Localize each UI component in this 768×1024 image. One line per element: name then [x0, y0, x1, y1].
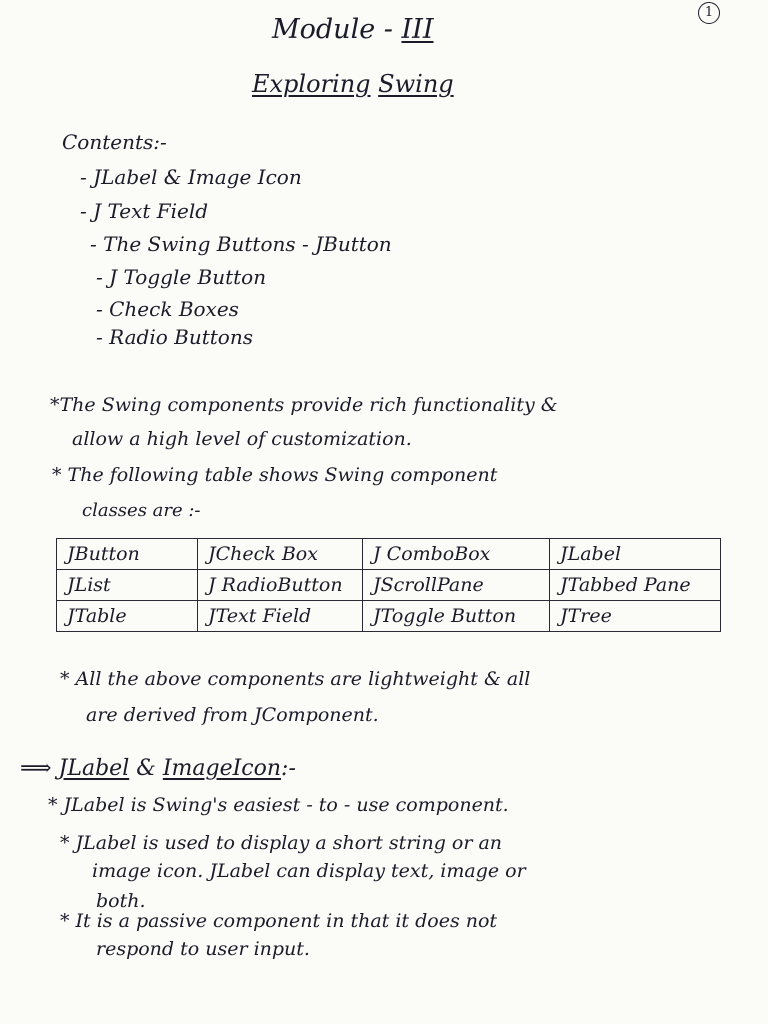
page-title: [272, 14, 433, 45]
note-2-line-2: classes are :-: [82, 500, 201, 521]
table-cell: J RadioButton: [198, 570, 363, 601]
note-1-line-2: allow a high level of customization.: [72, 428, 412, 450]
section-title-suffix: :-: [281, 756, 296, 781]
bullet-2-line-1: * JLabel is used to display a short string or an: [60, 832, 503, 854]
page-number: 1: [698, 2, 720, 24]
table-cell: JCheck Box: [198, 539, 363, 570]
table-cell: J ComboBox: [363, 539, 550, 570]
table-cell: JLabel: [550, 539, 721, 570]
contents-item: - JLabel & Image Icon: [80, 165, 302, 189]
contents-item: - Radio Buttons: [96, 325, 253, 349]
table-cell: JToggle Button: [363, 601, 550, 632]
table-row: [57, 570, 721, 601]
contents-label: Contents:-: [62, 130, 167, 154]
section-title-amp: &: [136, 756, 156, 781]
note-2-line-1: * The following table shows Swing component: [52, 464, 498, 486]
double-arrow-icon: ⟹: [20, 756, 52, 781]
table-cell: JText Field: [198, 601, 363, 632]
subtitle-exploring: Exploring: [252, 70, 371, 98]
bullet-1: * JLabel is Swing's easiest - to - use component.: [48, 794, 509, 816]
section-title-jlabel: JLabel: [58, 756, 130, 781]
module-label: Module -: [272, 14, 402, 45]
table-cell: JTree: [550, 601, 721, 632]
bullet-3-line-1: * It is a passive component in that it does not: [60, 910, 498, 932]
section-title-imageicon: ImageIcon: [162, 756, 282, 781]
note-3-line-2: are derived from JComponent.: [86, 704, 379, 726]
note-3-line-1: * All the above components are lightweight & all: [60, 668, 531, 690]
contents-item: - J Toggle Button: [96, 265, 267, 289]
bullet-3-line-2: respond to user input.: [96, 938, 310, 960]
table-cell: JTabbed Pane: [550, 570, 721, 601]
table-cell: JTable: [57, 601, 198, 632]
component-table: [56, 538, 721, 632]
table-cell: JList: [57, 570, 198, 601]
note-1-line-1: *The Swing components provide rich functionality &: [50, 394, 558, 416]
bullet-2-line-3: both.: [96, 890, 146, 912]
table-row: [57, 601, 721, 632]
module-number: III: [401, 14, 434, 45]
table-cell: JButton: [57, 539, 198, 570]
table-row: [57, 539, 721, 570]
bullet-2-line-2: image icon. JLabel can display text, image or: [92, 860, 526, 882]
contents-item: - Check Boxes: [96, 297, 239, 321]
subtitle-swing: Swing: [378, 70, 454, 98]
table-cell: JScrollPane: [363, 570, 550, 601]
contents-item: - The Swing Buttons - JButton: [90, 232, 392, 256]
contents-item: - J Text Field: [80, 199, 209, 223]
section-heading: [20, 756, 296, 781]
page-subtitle: [252, 70, 454, 98]
